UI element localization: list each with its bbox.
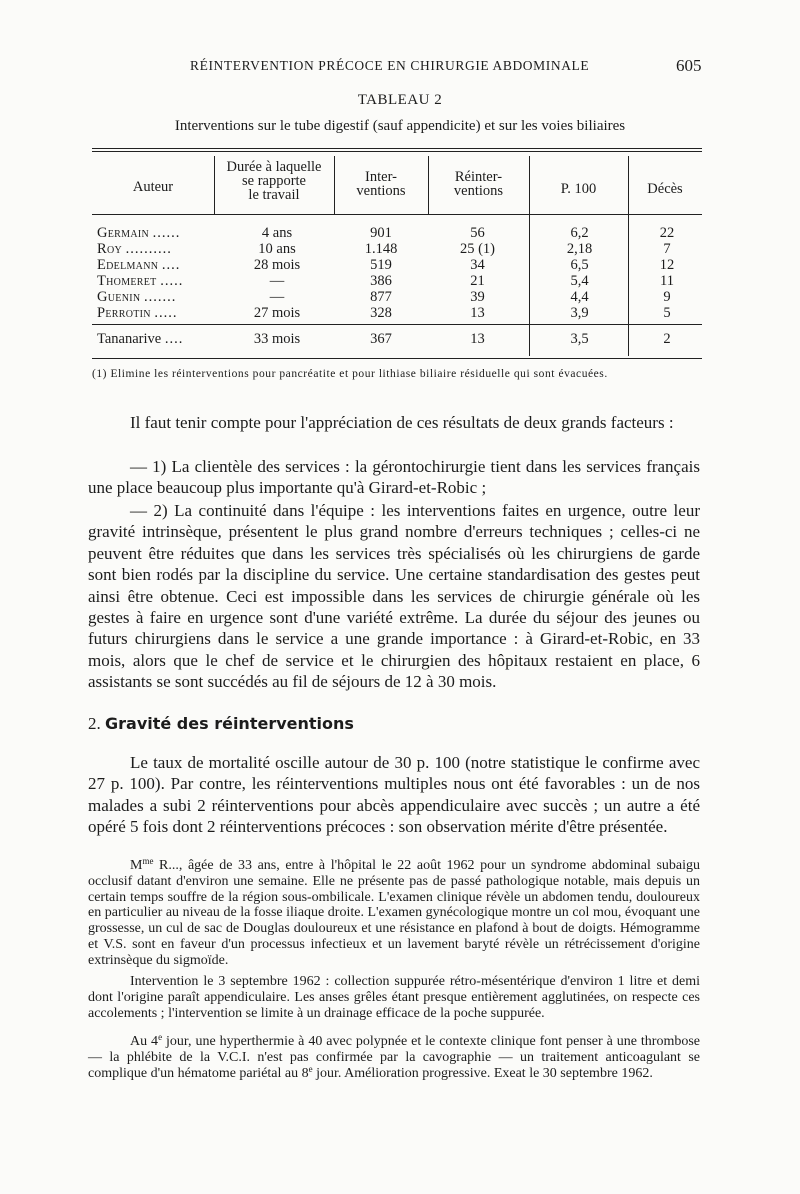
cell-deces: 22	[659, 225, 675, 241]
case-report: Intervention le 3 septembre 1962 : collection suppurée rétro-mésentérique d'environ 1 litre et demi dont l'origine paraît appendiculaire. Les anses grêles étant presque entièrement agglutinées, on respecte ces accolements ; l'intervention se limite à un drainage efficace de la poche suppurée.	[88, 974, 700, 1021]
cell-interventions: 1.148	[364, 241, 398, 257]
cell-author: Thomeret .....	[97, 273, 184, 289]
cell-duree: —	[269, 289, 285, 305]
table-footnote: (1) Elimine les réinterventions pour pancréatite et pour lithiase biliaire résiduelle qui sont évacuées.	[92, 368, 608, 380]
case-report: $M^{me}$ R..., âgée de 33 ans, entre à l'hôpital le 22 août 1962 pour un syndrome abdominal subaigu occlusif datant d'environ une semaine. Elle ne présente pas de passé pathologique notable, mais depuis un certain temps souffre de la région sous-ombilicale. L'examen clinique révèle un abdomen tendu, douloureux en particulier au niveau de la fosse iliaque droite. L'examen gynécologique montre un col mou, évoquant une grossesse, un cul de sac de Douglas douloureux et une résistance en plafond à bout de doigts. Hémogramme et V.S. sont en faveur d'un processus infectieux et un lavement baryté révèle un rétrécissement d'origine extrinsèque du sigmoïde.	[88, 856, 701, 968]
cell-deces: 9	[663, 289, 671, 305]
tananarive-rule	[92, 324, 702, 325]
cell-interventions: 328	[370, 305, 392, 321]
paragraph: Le taux de mortalité oscille autour de 30 p. 100 (notre statistique le confirme avec 27 p. 100). Par contre, les réinterventions multiples nous ont été favorables : un de nos malades a subi 2 réinterventions pour abcès appendiculaire avec succès ; un autre a été opéré 5 fois dont 2 réinterventions précoces : son observation mérite d'être présentée.	[88, 753, 700, 837]
cell-reinterventions: 56	[470, 225, 485, 241]
cell-interventions: 386	[370, 273, 392, 289]
cell-percent: 5,4	[570, 273, 589, 289]
cell-author: Perrotin .....	[97, 305, 178, 321]
table-top-rule-2	[92, 151, 702, 152]
header-duree: Durée à laquelle se rapporte le travail	[226, 159, 322, 203]
paragraph: — 1) La clientèle des services : la gérontochirurgie tient dans les services français une place beaucoup plus importante qu'à Girard-et-Robic ;	[88, 457, 700, 498]
cell-author: Edelmann ....	[97, 257, 181, 273]
header-rule	[92, 214, 702, 215]
cell-reinterventions: 25 (1)	[459, 241, 496, 257]
cell-percent: 4,4	[570, 289, 589, 305]
cell-percent: 3,9	[570, 305, 589, 321]
cell-reinterventions: 39	[470, 289, 485, 305]
cell-interventions: 901	[370, 225, 392, 241]
cell-duree: —	[269, 273, 285, 289]
paragraph: Il faut tenir compte pour l'appréciation de ces résultats de deux grands facteurs :	[130, 413, 674, 432]
cell-percent: 6,5	[570, 257, 589, 273]
cell-author: Tananarive ....	[97, 331, 184, 347]
cell-percent: 3,5	[570, 331, 589, 347]
header-interventions: Inter- ventions	[356, 169, 406, 199]
section-heading: 2. Gravité des réinterventions	[88, 714, 354, 733]
cell-deces: 7	[663, 241, 671, 257]
cell-deces: 11	[660, 273, 674, 289]
header-percent: P. 100	[560, 181, 597, 197]
table-caption: Interventions sur le tube digestif (sauf appendicite) et sur les voies biliaires	[174, 118, 626, 134]
cell-percent: 6,2	[570, 225, 589, 241]
cell-interventions: 519	[370, 257, 392, 273]
cell-interventions: 877	[370, 289, 392, 305]
table-row	[92, 304, 702, 322]
cell-reinterventions: 13	[470, 305, 485, 321]
running-head: RÉINTERVENTION PRÉCOCE EN CHIRURGIE ABDOMINALE	[190, 58, 590, 73]
header-author: Auteur	[132, 179, 174, 195]
cell-percent: 2,18	[566, 241, 593, 257]
table-bottom-rule	[92, 358, 702, 359]
paragraph: — 2) La continuité dans l'équipe : les interventions faites en urgence, outre leur gravité intrinsèque, présentent le plus grand nombre d'erreurs techniques ; celles-ci ne peuvent être réduites que dans les services très spécialisés où les chirurgiens de garde sont bien rodés par la discipline du service. Une certaine standardisation des gestes peut ainsi être obtenue. Ceci est impossible dans les services de chirurgie générale où les gestes à faire en urgence sont d'une variété extrême. La durée du séjour des jeunes ou futurs chirurgiens dans le service a une grande importance : à Girard-et-Robic, en 33 mois, alors que le chef de service et le chirurgien des hôpitaux restaient en place, 6 assistants se sont succédés au fil de séjours de 12 à 30 mois.	[88, 501, 700, 692]
table-row-tananarive	[92, 330, 702, 348]
cell-duree: 28 mois	[253, 257, 301, 273]
cell-deces: 12	[659, 257, 675, 273]
cell-author: Roy ..........	[97, 241, 172, 257]
cell-duree: 4 ans	[261, 225, 293, 241]
cell-duree: 10 ans	[258, 241, 296, 257]
cell-author: Guenin .......	[97, 289, 177, 305]
cell-reinterventions: 13	[470, 331, 485, 347]
cell-interventions: 367	[370, 331, 392, 347]
cell-author: Germain ......	[97, 225, 181, 241]
cell-deces: 2	[663, 331, 671, 347]
cell-duree: 27 mois	[253, 305, 301, 321]
table-top-rule	[92, 148, 702, 149]
cell-reinterventions: 21	[470, 273, 485, 289]
table-title: TABLEAU 2	[357, 92, 443, 108]
cell-duree: 33 mois	[253, 331, 301, 347]
cell-deces: 5	[663, 305, 671, 321]
cell-reinterventions: 34	[470, 257, 485, 273]
data-table	[92, 148, 702, 360]
case-report: Au 4e jour, une hyperthermie à 40 avec polypnée et le contexte clinique font penser à une thrombose — la phlébite de la V.C.I. n'est pas confirmée par la cavographie — un traitement anticoagulant se complique d'un hématome pariétal au 8e jour. Amélioration progressive. Exeat le 30 septembre 1962.	[88, 1032, 700, 1081]
header-deces: Décès	[647, 181, 683, 197]
header-reinterventions: Réinter- ventions	[453, 169, 504, 199]
page-number: 605	[676, 56, 702, 75]
